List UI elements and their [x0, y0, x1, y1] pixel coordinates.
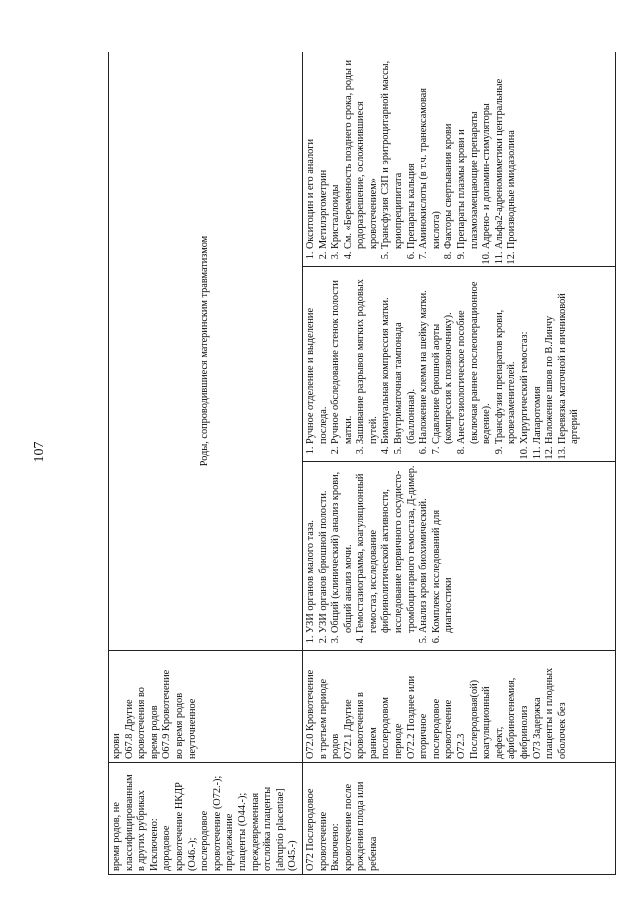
list-item: 12. Наложение швов по В.Линчу: [544, 270, 557, 444]
medication-list: [305, 55, 519, 263]
cell-r1-c1: [109, 763, 303, 875]
cell-line: Исключено:: [148, 818, 160, 871]
list-item: 1. Окситоцин и его аналоги: [305, 55, 318, 249]
cell-line: фибринолиз: [519, 705, 530, 759]
list-item: 5. Анализ крови биохимический.: [418, 465, 431, 633]
cell-line: дородовое: [161, 825, 173, 871]
cell-r2-c3: [302, 462, 615, 651]
list-item: 3. Общий (клинический) анализ крови, общий анализ мочи.: [330, 465, 355, 633]
cell-r2-c2: [302, 651, 615, 763]
cell-r1-c2: [109, 651, 303, 763]
cell-line: О67.9 Кровотечение: [161, 669, 173, 759]
cell-line: вторичное: [418, 713, 430, 759]
cell-line: плаценты (О44.-);: [236, 792, 248, 871]
cell-line: афибриногенемия,: [506, 677, 518, 759]
cell-line: предлежание: [224, 813, 236, 871]
cell-line: О72.1 Другие: [342, 699, 354, 759]
cell-line: коагуляционный: [481, 686, 493, 759]
cell-line: кровотечение НКДР: [173, 782, 185, 871]
section-header: Роды, сопроводившиеся материнским травматизмом: [109, 52, 303, 651]
list-item: 6. Наложение клемм на шейку матки.: [418, 270, 431, 444]
list-item: 13. Перевязка маточной и яичниковой артерий: [557, 270, 582, 444]
list-item: 10. Адрено- и допамин-стимуляторы: [481, 55, 494, 249]
cell-line: послеродовое: [430, 698, 442, 759]
list-item: 4. Гемостазиограмма, коагуляционный гемостаз, исследование фибринолитической активности, исследование первичного сосудисто-тромбоцитарного гемостаза, Д-димер.: [355, 465, 418, 633]
cell-line: оболочек без: [556, 702, 568, 759]
cell-line: отслойка плаценты: [262, 786, 274, 871]
cell-line: родов: [330, 733, 342, 759]
list-item: 2. Метилэргометрин: [318, 55, 331, 249]
list-item: 12. Производные имидазолина: [506, 55, 519, 249]
list-item: 7. Сдавление брюшной аорты (компрессия к позвоночнику).: [431, 270, 456, 444]
cell-line: преждевременная: [249, 792, 261, 871]
list-item: 2. УЗИ органов брюшной полости.: [318, 465, 331, 633]
list-item: 8. Факторы свертывания крови: [443, 55, 456, 249]
list-item: 7. Аминокислоты (в т.ч. транексамовая кислота): [418, 55, 443, 249]
list-item: 8. Анестезиологическое пособие (включая раннее послеоперационное ведение).: [456, 270, 494, 444]
code-text: [305, 654, 569, 759]
list-item: 5. Внутриматочная тампонада (баллонная).: [393, 270, 418, 444]
cell-line: кровотечение (О72.-);: [211, 775, 223, 871]
list-item: 4. См. «Беременность позднего срока, роды и родоразрешение, осложнившиеся кровотечением»: [343, 55, 381, 249]
cell-line: О72.3: [456, 733, 468, 759]
list-item: 9. Трансфузия препаратов крови, кровезаменителей.: [494, 270, 519, 444]
list-item: 1. Ручное отделение и выделение последа.: [305, 270, 330, 444]
clinical-table: [108, 52, 616, 875]
page-number: 107: [32, 441, 47, 463]
cell-line: рождения плода или: [355, 781, 367, 871]
diagnosis-text: [305, 766, 381, 871]
list-item: 10. Хирургический гемостаз:: [519, 270, 532, 444]
cell-line: О72 Послеродовое: [304, 788, 316, 871]
cell-line: крови: [111, 733, 122, 759]
list-item: 9. Препараты плазмы крови и плазмозамещающие препараты: [456, 55, 481, 249]
cell-line: О72.2 Позднее или: [405, 675, 417, 759]
cell-line: кровотечение: [317, 811, 329, 871]
list-item: 6. Препараты кальция: [406, 55, 419, 249]
cell-line: О67.8 Другие: [123, 699, 135, 759]
cell-r2-c4: [302, 267, 615, 462]
cell-line: время родов, не: [111, 802, 122, 871]
cell-line: послеродовом: [380, 697, 392, 759]
cell-line: Послеродовая(ой): [468, 679, 480, 759]
cell-line: кровотечения в: [355, 692, 367, 759]
cell-line: О73 Задержка: [531, 697, 543, 759]
cell-line: [abruptio placentae]: [274, 788, 286, 871]
cell-line: время родов: [148, 705, 160, 759]
rotated-table-content: [108, 52, 616, 875]
cell-line: в других рубриках: [136, 790, 148, 871]
diagnostics-list: [305, 465, 456, 647]
cell-line: О72.0 Кровотечение: [304, 669, 316, 759]
cell-r2-c5: [302, 52, 615, 267]
cell-line: кровотечение после: [342, 783, 354, 871]
cell-line: классифицированным: [123, 774, 135, 871]
diagnosis-text: [111, 766, 300, 871]
list-item: 11. Лапаротомия: [532, 270, 545, 444]
cell-line: во время родов: [173, 692, 185, 759]
cell-line: (О45.-): [287, 840, 299, 871]
cell-line: неуточненное: [186, 698, 198, 759]
cell-line: (О46.-);: [186, 837, 198, 871]
cell-line: периоде: [393, 723, 405, 759]
list-item: 1. УЗИ органов малого таза.: [305, 465, 318, 633]
list-item: 2. Ручное обследование стенок полости матки.: [330, 270, 355, 444]
list-item: 11. Альфа2-адреномиметики центральные: [494, 55, 507, 249]
list-item: 4. Бимануальная компрессия матки.: [380, 270, 393, 444]
list-item: 3. Зашивание разрывов мягких родовых путей.: [355, 270, 380, 444]
cell-line: плаценты и плодных: [544, 667, 556, 759]
list-item: 3. Кристаллоиды: [330, 55, 343, 249]
rotated-table-frame: [108, 52, 616, 875]
cell-line: послеродовое: [199, 810, 211, 871]
treatment-list: [305, 270, 582, 458]
cell-r2-c1: [302, 763, 615, 875]
cell-line: дефект,: [493, 726, 505, 759]
list-item: 5. Трансфузия СЗП и эритроцитарной массы, криопреципитата: [380, 55, 405, 249]
cell-line: в третьем периоде: [317, 678, 329, 759]
code-text: [111, 654, 199, 759]
cell-line: раннем: [367, 727, 379, 759]
cell-line: кровотечение: [443, 699, 455, 759]
table-row-1: [109, 52, 303, 875]
cell-line: Включено:: [330, 823, 342, 871]
list-item: 6. Комплекс исследований для диагностики: [431, 465, 456, 633]
cell-line: кровотечения во: [136, 687, 148, 759]
cell-line: ребенка: [367, 836, 379, 871]
table-row-2: [302, 52, 615, 875]
